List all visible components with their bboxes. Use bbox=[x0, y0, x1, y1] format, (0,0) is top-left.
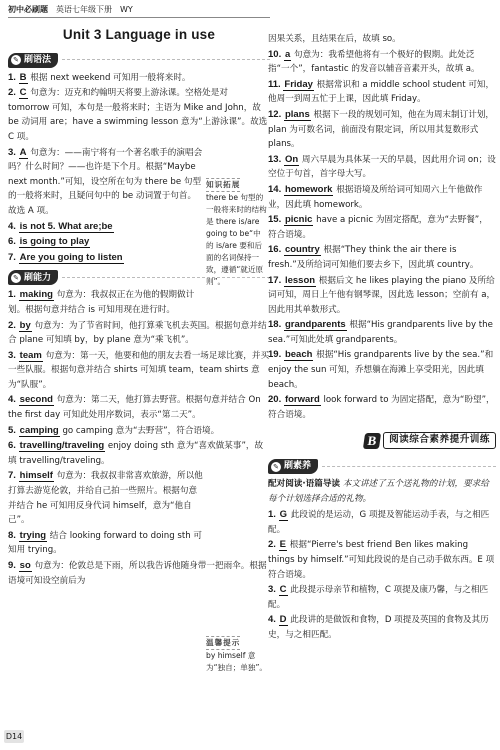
grammar-section-header bbox=[8, 49, 270, 71]
subject-name: 英语七年级下册 bbox=[56, 5, 112, 15]
literacy-badge: ✎ 刷素养 bbox=[268, 459, 318, 474]
ability-item-9: 9. so 句意为：伦敦总是下雨，所以我告诉他随身带一把雨伞。根据语境可知设空前后为 bbox=[8, 560, 267, 586]
brush-icon: ✎ bbox=[11, 273, 21, 283]
grammar-badge: ✎ 刷语法 bbox=[8, 53, 58, 68]
literacy-intro: 配对阅读·语篇导读 本文讲述了五个送礼物的计划，要求给每个计划选择合适的礼物。 bbox=[268, 479, 489, 504]
ability-item-6: 6. travelling/traveling enjoy doing sth 意为“喜欢做某事”，故填 travelling/traveling。 bbox=[8, 440, 264, 466]
reading-banner bbox=[268, 432, 496, 449]
ability-item-1: 1. making 句意为：我叔叔正在为他的假期做计划。根据句意并结合 is 可知用现在进行时。 bbox=[8, 289, 195, 315]
ability-item-15: 15. picnic have a picnic 为固定搭配，意为“去野餐”，符合语境。 bbox=[268, 214, 488, 240]
literacy-section-header bbox=[268, 455, 496, 477]
ability-badge: ✎ 刷能力 bbox=[8, 270, 58, 285]
banner-letter: B bbox=[363, 433, 381, 449]
page-header bbox=[8, 4, 270, 18]
ability-item-16: 16. country 根据“They think the air there is fresh.”及所给词可知他们要去乡下，因此填 country。 bbox=[268, 244, 479, 270]
unit-title: Unit 3 Language in use bbox=[62, 27, 216, 42]
left-column bbox=[8, 22, 270, 589]
ability-item-9-cont: 因果关系，且结果在后，故填 so。 bbox=[268, 34, 401, 44]
ability-item-7: 7. himself 句意为：我叔叔非常喜欢旅游，所以他打算去游览伦敦，并给自己拍一些照片。根据句意并结合 he 可知用反身代词 himself，意为“他自己”。 bbox=[8, 470, 203, 526]
ability-item-5: 5. camping go camping 意为“去野营”，符合语境。 bbox=[8, 424, 220, 436]
knowledge-sidebar bbox=[206, 178, 268, 288]
ability-item-18: 18. grandparents 根据“His grandparents live by the sea.”可知此处填 grandparents。 bbox=[268, 319, 493, 345]
literacy-item-4: 4. D 此段讲的是做饭和食物，D 项提及英国的食物及其历史，与之相匹配。 bbox=[268, 614, 489, 640]
grammar-item-6: 6. is going to play bbox=[8, 236, 90, 248]
grammar-item-4-5: 4. is not 5. What are;be bbox=[8, 220, 113, 232]
banner-text: 阅读综合素养提升训练 bbox=[383, 432, 496, 449]
literacy-item-1: 1. G 此段说的是运动，G 项提及智能运动手表，与之相匹配。 bbox=[268, 509, 490, 535]
page-number: D14 bbox=[5, 732, 23, 741]
ability-item-20: 20. forward look forward to 为固定搭配，意为“盼望”，符合语境。 bbox=[268, 394, 495, 420]
tip-text: by himself 意为“独自；单独”。 bbox=[206, 651, 268, 672]
tip-title: 温馨提示 bbox=[206, 636, 240, 650]
ability-item-4: 4. second 句意为：第二天，他打算去野营。根据句意并结合 On the first day 可知此处用序数词，表示“第二天”。 bbox=[8, 394, 261, 421]
knowledge-text: there be 句型的一般将来时的结构是 there is/are going to be“中的 is/are 要和后面的名词保持一致，遵循“就近原则”。 bbox=[206, 193, 267, 286]
ability-item-14: 14. homework 根据语境及所给词可知周六上午他做作业，因此填 homework。 bbox=[268, 183, 483, 210]
grammar-item-2: 2. C 句意为：迈克和约翰明天将要上游泳课。空格处是对 tomorrow 可知，本句是一般将来时；主语为 Mike and John，故 be 动词用 are；have a swimming lesson 意为“上游泳课”。故选 C 项。 bbox=[8, 87, 268, 142]
tip-sidebar bbox=[206, 636, 268, 674]
literacy-item-2: 2. E 根据“Pierre's best friend Ben likes making things by himself.”可知此段说的是自己动手做东西。E 项符合语境。 bbox=[268, 539, 495, 580]
ability-item-2: 2. by 句意为：为了节省时间，他打算乘飞机去英国。根据句意并结合 plane 可知填 by，by plane 意为“乘飞机”。 bbox=[8, 319, 267, 346]
ability-item-3: 3. team 句意为：第一天，他要和他的朋友去看一场足球比赛，并买一些队服。根据句意并结合 shirts 可知填 team，team shirts 意为“队服”。 bbox=[8, 349, 270, 390]
ability-item-10: 10. a 句意为：我希望他将有一个极好的假期。此处泛指“一个”，fantastic 的发音以辅音音素开头，故填 a。 bbox=[268, 48, 480, 75]
ability-item-8: 8. trying 结合 looking forward to doing sth 可知用 trying。 bbox=[8, 529, 203, 556]
grammar-item-3: 3. A 句意为：——南宁将有一个著名歌手的演唱会吗？什么时间？——也许是下个月。根据“Maybe next month.”可知，设空所在句为 there be 句型的一般将来时，且疑问句中的 be 动词置于句首。故选 A 项。 bbox=[8, 146, 203, 216]
grammar-item-1: 1. B 根据 next weekend 可知用一般将来时。 bbox=[8, 71, 191, 83]
ability-item-17: 17. lesson 根据后文 he likes playing the piano 及所给词可知，周日上午他有钢琴课，因此选 lesson；空前有 a，因此用其单数形式。 bbox=[268, 274, 496, 315]
edition: WY bbox=[120, 5, 133, 15]
ability-item-19: 19. beach 根据“His grandparents live by the sea.”和 enjoy the sun 可知，乔想躺在海滩上享受阳光，因此填 beach。 bbox=[268, 349, 494, 390]
ability-item-13: 13. On 周六早晨为具体某一天的早晨，因此用介词 on；设空位于句首，首字母大写。 bbox=[268, 153, 496, 180]
book-name: 初中必刷题 bbox=[8, 5, 48, 15]
brush-icon: ✎ bbox=[11, 55, 21, 65]
literacy-item-3: 3. C 此段提示母亲节和植物，C 项提及康乃馨，与之相匹配。 bbox=[268, 584, 489, 610]
brush-icon: ✎ bbox=[271, 462, 281, 472]
right-column bbox=[268, 32, 496, 644]
knowledge-title: 知识拓展 bbox=[206, 178, 240, 192]
ability-item-11: 11. Friday 根据常识和 a middle school student 可知，他周一到周五忙于上课，因此填 Friday。 bbox=[268, 78, 495, 105]
grammar-item-7: 7. Are you going to listen bbox=[8, 251, 123, 263]
ability-item-12: 12. plans 根据下一段的规划可知，他在为周末制订计划，plan 为可数名词，前面没有限定词，所以用其复数形式 plans。 bbox=[268, 108, 494, 150]
